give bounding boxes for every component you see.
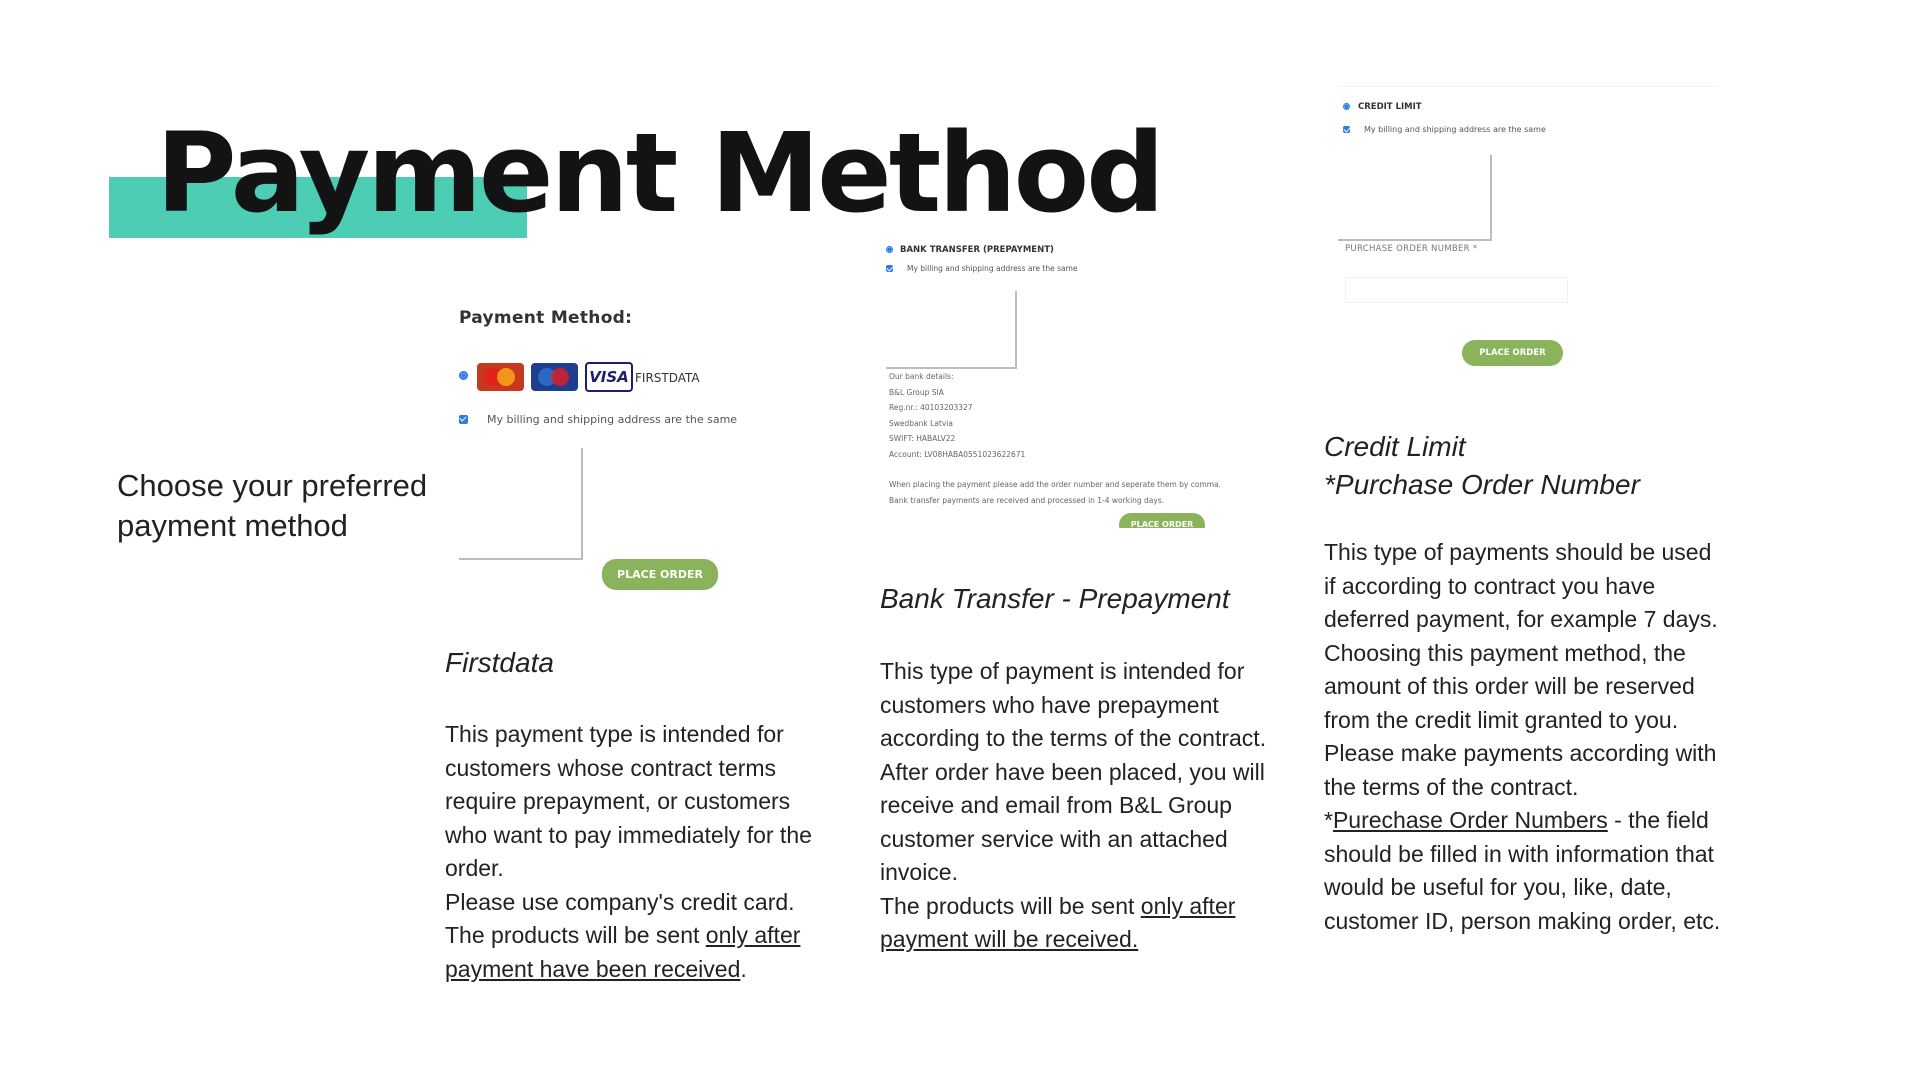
firstdata-text-3-emphasis: only after payment have been received	[445, 922, 801, 982]
same-address-checkbox[interactable]	[459, 415, 468, 424]
firstdata-text-3	[445, 919, 835, 986]
bank-detail-line: Swedbank Latvia	[889, 418, 953, 428]
firstdata-radio[interactable]	[459, 371, 468, 380]
credit-limit-option-label: CREDIT LIMIT	[1358, 102, 1422, 112]
credit-text-4	[1324, 804, 1724, 938]
credit-limit-screenshot	[1338, 86, 1718, 372]
bank-same-address-label: My billing and shipping address are the same	[907, 264, 1078, 273]
credit-text-3: Please make payments according with the terms of the contract.	[1324, 740, 1717, 800]
bank-text-1: This type of payment is intended for customers who have prepayment according to the terms of the contract.	[880, 658, 1267, 751]
firstdata-option-label: FIRSTDATA	[635, 371, 700, 385]
credit-same-address-label: My billing and shipping address are the same	[1364, 125, 1546, 134]
bank-text-3	[880, 890, 1280, 957]
purchase-order-label: PURCHASE ORDER NUMBER *	[1345, 244, 1478, 254]
credit-same-address-checkbox[interactable]	[1343, 126, 1350, 133]
credit-place-order-button[interactable]: PLACE ORDER	[1462, 340, 1563, 366]
credit-limit-textarea[interactable]	[1338, 155, 1492, 241]
credit-limit-heading-1: Credit Limit	[1324, 431, 1466, 462]
bank-note-line: When placing the payment please add the order number and seperate them by comma.	[889, 480, 1222, 489]
firstdata-text-2: Please use company's credit card.	[445, 888, 795, 915]
credit-text-2: Choosing this payment method, the amount of this order will be reserved from the credit limit granted to you.	[1324, 639, 1695, 733]
bank-detail-line: SWIFT: HABALV22	[889, 434, 956, 443]
bank-transfer-option-label: BANK TRANSFER (PREPAYMENT)	[900, 245, 1054, 255]
firstdata-screenshot	[459, 308, 749, 598]
same-address-label: My billing and shipping address are the same	[487, 413, 738, 426]
bank-note-line: Bank transfer payments are received and processed in 1-4 working days.	[889, 495, 1165, 505]
bank-text-3-emphasis: only after payment will be received.	[880, 892, 1236, 952]
credit-text-4-pre: *	[1324, 807, 1333, 833]
firstdata-text-3-post: .	[740, 955, 747, 982]
firstdata-place-order-button[interactable]: PLACE ORDER	[602, 559, 718, 590]
bank-place-order-button[interactable]: PLACE ORDER	[1119, 513, 1205, 528]
maestro-icon	[531, 363, 578, 391]
firstdata-text-1: This payment type is intended for customers whose contract terms require prepayment, or customers who want to pay immediately for the order.	[445, 721, 812, 881]
payment-method-label: Payment Method:	[459, 308, 633, 328]
bank-detail-line: Our bank details:	[889, 372, 954, 381]
credit-limit-heading-2: *Purchase Order Number	[1324, 469, 1640, 500]
bank-details	[889, 369, 1221, 508]
bank-text-2: After order have been placed, you will receive and email from B&L Group customer service with an attached invoice.	[880, 758, 1265, 885]
purchase-order-numbers-emphasis: Purechase Order Numbers	[1332, 807, 1608, 833]
credit-limit-description	[1324, 536, 1724, 938]
bank-transfer-textarea[interactable]	[886, 291, 1017, 369]
bank-place-order-clip	[1119, 510, 1209, 528]
bank-transfer-screenshot	[886, 245, 1226, 528]
bank-transfer-heading: Bank Transfer - Prepayment	[880, 583, 1230, 614]
firstdata-text-3-pre: The products will be sent	[445, 922, 706, 948]
firstdata-heading: Firstdata	[445, 647, 554, 678]
bank-same-address-checkbox[interactable]	[886, 265, 893, 272]
firstdata-description	[445, 718, 835, 986]
bank-detail-line: Reg.nr.: 40103203327	[889, 403, 973, 412]
mastercard-icon	[477, 363, 524, 391]
credit-limit-heading	[1324, 428, 1640, 504]
credit-text-1: This type of payments should be used if according to contract you have deferred payment, for example 7 days.	[1324, 539, 1718, 632]
bank-transfer-description	[880, 655, 1280, 957]
visa-icon: VISA	[585, 362, 633, 392]
purchase-order-input[interactable]	[1345, 277, 1568, 303]
page-title: Payment Method	[156, 109, 1162, 237]
intro-text: Choose your preferred payment method	[117, 468, 428, 543]
bank-transfer-radio[interactable]	[886, 246, 893, 253]
firstdata-textarea[interactable]	[459, 448, 583, 560]
credit-limit-radio[interactable]	[1343, 103, 1350, 110]
bank-detail-line: Account: LV08HABA0551023622671	[889, 449, 1026, 459]
bank-text-3-pre: The products will be sent	[880, 892, 1141, 919]
bank-detail-line: B&L Group SIA	[889, 387, 944, 397]
credit-text-4-post: - the field should be filled in with information that would be useful for you, like, date, customer ID, person making order, etc.	[1324, 807, 1721, 934]
